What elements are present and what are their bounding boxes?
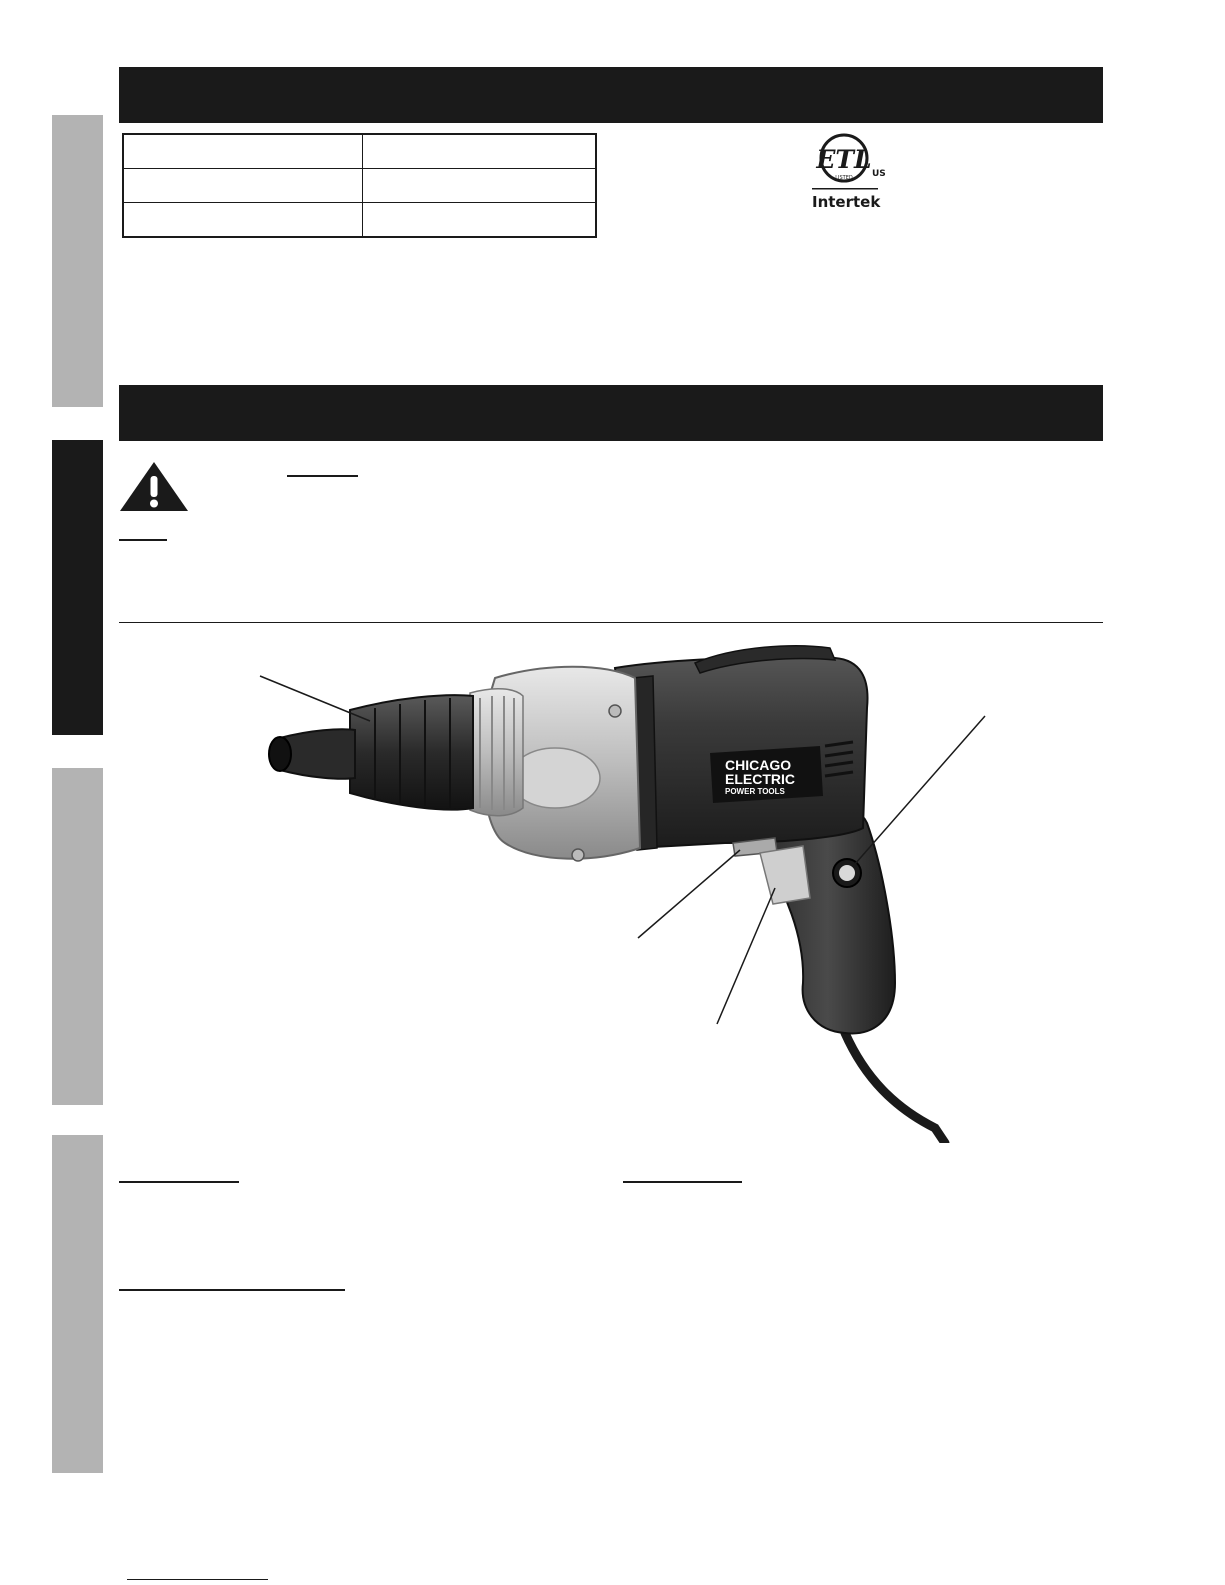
side-tab-3 [52, 768, 103, 1105]
heading-underline [119, 1181, 239, 1183]
specifications-header-bar [119, 67, 1103, 123]
depth-adjustment-collar [470, 689, 523, 816]
power-cord [845, 1033, 945, 1143]
heading-underline [119, 539, 167, 541]
heading-underline [623, 1181, 742, 1183]
footer-link-underline [127, 1579, 268, 1580]
table-row [123, 134, 596, 169]
etl-certification-mark [812, 131, 902, 217]
table-row [123, 203, 596, 238]
svg-text:Intertek: Intertek [812, 193, 881, 211]
setup-header-bar [119, 385, 1103, 441]
warning-triangle-icon [119, 461, 189, 512]
bit-holder-tip [269, 737, 291, 771]
nose-cone [350, 695, 473, 809]
side-tab-4 [52, 1135, 103, 1473]
table-row [123, 169, 596, 203]
svg-text:LISTED: LISTED [835, 175, 853, 181]
section-divider [119, 622, 1103, 623]
screwdriver-illustration [255, 638, 1000, 1143]
heading-underline [119, 1289, 345, 1291]
housing-screw [572, 849, 584, 861]
svg-text:ELECTRIC: ELECTRIC [725, 771, 795, 787]
svg-text:POWER TOOLS: POWER TOOLS [725, 787, 785, 796]
trigger [760, 846, 810, 904]
side-tab-1 [52, 115, 103, 407]
svg-text:ETL: ETL [816, 145, 872, 174]
svg-text:CHICAGO: CHICAGO [725, 757, 792, 773]
housing-screw [609, 705, 621, 717]
heading-underline [287, 475, 358, 477]
svg-text:US: US [872, 169, 886, 179]
specifications-table [122, 133, 597, 238]
side-tab-2-active [52, 440, 103, 735]
